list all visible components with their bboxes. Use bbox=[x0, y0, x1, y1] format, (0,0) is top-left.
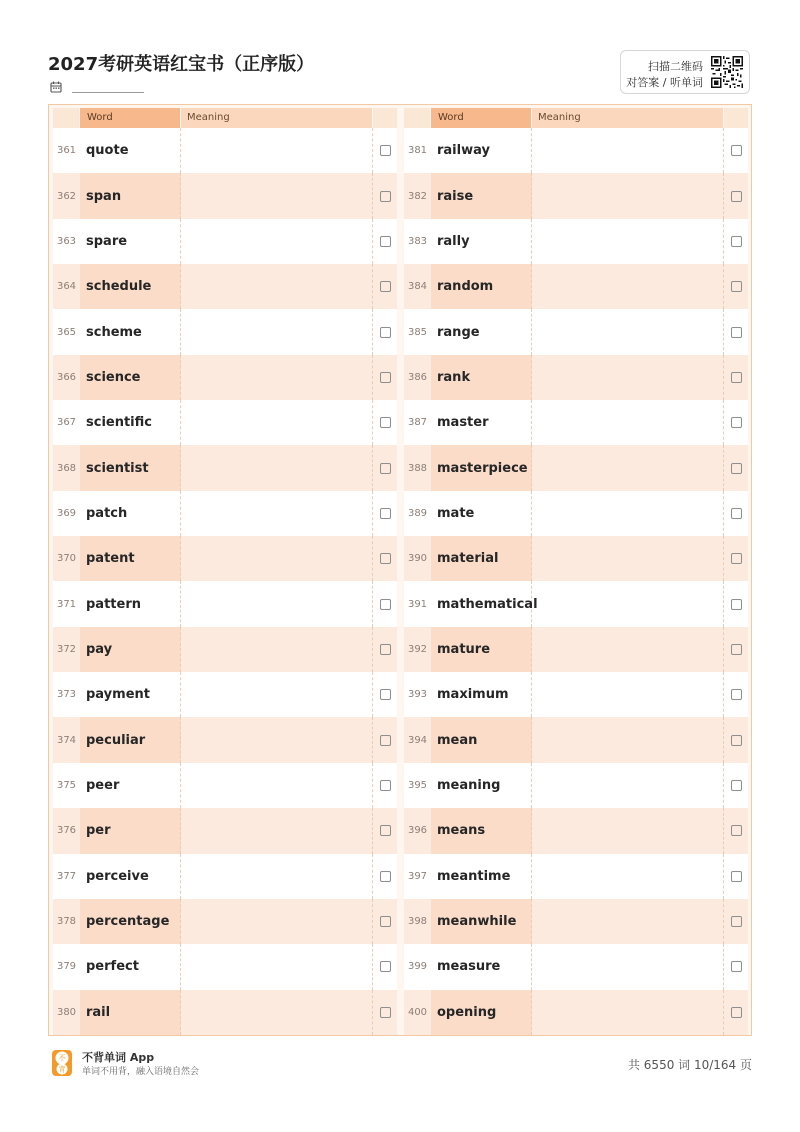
meaning-blank[interactable] bbox=[532, 445, 724, 490]
check-cell bbox=[724, 264, 748, 309]
word-text: rail bbox=[80, 990, 181, 1035]
qr-code-panel[interactable] bbox=[620, 50, 750, 94]
word-number: 366 bbox=[53, 355, 80, 400]
header-word: Word bbox=[80, 108, 180, 128]
word-checkbox[interactable] bbox=[731, 145, 742, 156]
meaning-blank[interactable] bbox=[532, 128, 724, 173]
meaning-blank[interactable] bbox=[532, 581, 724, 626]
table-row bbox=[404, 491, 748, 536]
word-checkbox[interactable] bbox=[731, 689, 742, 700]
word-checkbox[interactable] bbox=[380, 780, 391, 791]
meaning-blank[interactable] bbox=[181, 491, 373, 536]
table-row bbox=[53, 128, 397, 173]
word-text: meaning bbox=[431, 763, 532, 808]
table-row bbox=[404, 445, 748, 490]
word-text: range bbox=[431, 309, 532, 354]
word-checkbox[interactable] bbox=[380, 599, 391, 610]
calendar-icon bbox=[50, 81, 62, 93]
meaning-blank[interactable] bbox=[532, 854, 724, 899]
word-number: 387 bbox=[407, 417, 428, 429]
check-cell bbox=[724, 536, 748, 581]
word-text: percentage bbox=[80, 899, 181, 944]
word-checkbox[interactable] bbox=[731, 871, 742, 882]
word-text: material bbox=[431, 536, 532, 581]
word-number: 365 bbox=[56, 326, 77, 338]
word-text: schedule bbox=[80, 264, 181, 309]
check-cell bbox=[373, 581, 397, 626]
word-text: rally bbox=[431, 219, 532, 264]
meaning-blank[interactable] bbox=[532, 627, 724, 672]
word-checkbox[interactable] bbox=[731, 191, 742, 202]
word-number: 371 bbox=[56, 598, 77, 610]
meaning-blank[interactable] bbox=[532, 717, 724, 762]
word-checkbox[interactable] bbox=[380, 463, 391, 474]
word-checkbox[interactable] bbox=[380, 145, 391, 156]
word-checkbox[interactable] bbox=[380, 417, 391, 428]
table-row bbox=[53, 763, 397, 808]
check-cell bbox=[724, 581, 748, 626]
word-number: 388 bbox=[404, 445, 431, 490]
word-text: mean bbox=[431, 717, 532, 762]
table-row bbox=[404, 627, 748, 672]
word-number: 364 bbox=[53, 264, 80, 309]
header-number-cell bbox=[53, 108, 79, 128]
word-number: 393 bbox=[407, 689, 428, 701]
meaning-blank[interactable] bbox=[532, 990, 724, 1035]
word-checkbox[interactable] bbox=[731, 1007, 742, 1018]
word-text: measure bbox=[431, 944, 532, 989]
check-cell bbox=[373, 173, 397, 218]
word-checkbox[interactable] bbox=[380, 372, 391, 383]
meaning-blank[interactable] bbox=[181, 899, 373, 944]
table-row bbox=[53, 400, 397, 445]
word-number: 385 bbox=[407, 326, 428, 338]
word-text: meantime bbox=[431, 854, 532, 899]
word-checkbox[interactable] bbox=[380, 236, 391, 247]
check-cell bbox=[373, 309, 397, 354]
table-header bbox=[53, 108, 397, 128]
word-text: mathematical bbox=[431, 581, 532, 626]
meaning-blank[interactable] bbox=[181, 128, 373, 173]
word-text: per bbox=[80, 808, 181, 853]
word-number: 362 bbox=[53, 173, 80, 218]
header-check-cell bbox=[373, 108, 397, 128]
word-checkbox[interactable] bbox=[380, 508, 391, 519]
word-number: 394 bbox=[404, 717, 431, 762]
word-checkbox[interactable] bbox=[380, 644, 391, 655]
check-cell bbox=[373, 808, 397, 853]
word-table bbox=[48, 104, 752, 1036]
word-checkbox[interactable] bbox=[380, 689, 391, 700]
meaning-blank[interactable] bbox=[181, 944, 373, 989]
table-row bbox=[404, 672, 748, 717]
word-number: 375 bbox=[56, 779, 77, 791]
word-column-left bbox=[53, 108, 397, 1035]
word-text: maximum bbox=[431, 672, 532, 717]
meaning-blank[interactable] bbox=[181, 581, 373, 626]
meaning-blank[interactable] bbox=[532, 264, 724, 309]
meaning-blank[interactable] bbox=[532, 491, 724, 536]
meaning-blank[interactable] bbox=[181, 219, 373, 264]
word-checkbox[interactable] bbox=[380, 1007, 391, 1018]
table-row bbox=[53, 899, 397, 944]
table-header bbox=[404, 108, 748, 128]
word-text: scientific bbox=[80, 400, 181, 445]
meaning-blank[interactable] bbox=[181, 717, 373, 762]
check-cell bbox=[373, 536, 397, 581]
word-column-right bbox=[404, 108, 748, 1035]
table-row bbox=[404, 990, 748, 1035]
word-text: span bbox=[80, 173, 181, 218]
header-check-cell bbox=[724, 108, 748, 128]
meaning-blank[interactable] bbox=[532, 355, 724, 400]
word-number: 367 bbox=[56, 417, 77, 429]
check-cell bbox=[724, 219, 748, 264]
word-checkbox[interactable] bbox=[731, 236, 742, 247]
table-row bbox=[53, 491, 397, 536]
svg-text:背: 背 bbox=[58, 1065, 66, 1074]
table-row bbox=[404, 128, 748, 173]
meaning-blank[interactable] bbox=[181, 445, 373, 490]
meaning-blank[interactable] bbox=[532, 309, 724, 354]
word-number: 390 bbox=[404, 536, 431, 581]
meaning-blank[interactable] bbox=[181, 808, 373, 853]
qr-caption-scan: 扫描二维码 bbox=[648, 60, 703, 73]
table-row bbox=[53, 672, 397, 717]
table-row bbox=[53, 173, 397, 218]
word-text: rank bbox=[431, 355, 532, 400]
word-checkbox[interactable] bbox=[731, 553, 742, 564]
meaning-blank[interactable] bbox=[532, 219, 724, 264]
table-row bbox=[53, 990, 397, 1035]
check-cell bbox=[373, 264, 397, 309]
check-cell bbox=[724, 355, 748, 400]
table-row bbox=[404, 264, 748, 309]
word-text: science bbox=[80, 355, 181, 400]
word-text: opening bbox=[431, 990, 532, 1035]
word-text: mate bbox=[431, 491, 532, 536]
word-number: 383 bbox=[407, 235, 428, 247]
word-number: 372 bbox=[53, 627, 80, 672]
meaning-blank[interactable] bbox=[181, 173, 373, 218]
meaning-blank[interactable] bbox=[181, 536, 373, 581]
word-number: 374 bbox=[53, 717, 80, 762]
app-logo-icon bbox=[52, 1050, 72, 1076]
check-cell bbox=[373, 990, 397, 1035]
word-number: 395 bbox=[407, 779, 428, 791]
word-checkbox[interactable] bbox=[731, 599, 742, 610]
table-row bbox=[53, 445, 397, 490]
word-text: peculiar bbox=[80, 717, 181, 762]
check-cell bbox=[724, 944, 748, 989]
word-number: 386 bbox=[404, 355, 431, 400]
check-cell bbox=[724, 672, 748, 717]
meaning-blank[interactable] bbox=[181, 355, 373, 400]
word-number: 400 bbox=[404, 990, 431, 1035]
word-number: 373 bbox=[56, 689, 77, 701]
header-number-cell bbox=[404, 108, 430, 128]
check-cell bbox=[373, 627, 397, 672]
table-row bbox=[404, 763, 748, 808]
table-row bbox=[53, 627, 397, 672]
check-cell bbox=[724, 808, 748, 853]
meaning-blank[interactable] bbox=[532, 944, 724, 989]
word-number: 398 bbox=[404, 899, 431, 944]
check-cell bbox=[373, 491, 397, 536]
check-cell bbox=[373, 219, 397, 264]
word-checkbox[interactable] bbox=[731, 281, 742, 292]
word-number: 369 bbox=[56, 507, 77, 519]
check-cell bbox=[724, 400, 748, 445]
meaning-blank[interactable] bbox=[181, 264, 373, 309]
word-number: 379 bbox=[56, 961, 77, 973]
table-row bbox=[404, 400, 748, 445]
qr-caption-answers: 对答案 / 听单词 bbox=[626, 76, 703, 89]
meaning-blank[interactable] bbox=[181, 672, 373, 717]
check-cell bbox=[724, 128, 748, 173]
word-number: 377 bbox=[56, 870, 77, 882]
table-row bbox=[404, 808, 748, 853]
word-list-left bbox=[53, 128, 397, 1035]
word-number: 370 bbox=[53, 536, 80, 581]
word-checkbox[interactable] bbox=[380, 871, 391, 882]
table-row bbox=[53, 581, 397, 626]
word-checkbox[interactable] bbox=[380, 327, 391, 338]
meaning-blank[interactable] bbox=[181, 854, 373, 899]
check-cell bbox=[724, 309, 748, 354]
word-text: patent bbox=[80, 536, 181, 581]
meaning-blank[interactable] bbox=[532, 763, 724, 808]
word-text: peer bbox=[80, 763, 181, 808]
word-checkbox[interactable] bbox=[731, 463, 742, 474]
word-checkbox[interactable] bbox=[380, 191, 391, 202]
table-row bbox=[53, 309, 397, 354]
word-checkbox[interactable] bbox=[731, 508, 742, 519]
check-cell bbox=[724, 627, 748, 672]
word-checkbox[interactable] bbox=[380, 961, 391, 972]
word-number: 363 bbox=[56, 235, 77, 247]
word-number: 378 bbox=[53, 899, 80, 944]
word-text: payment bbox=[80, 672, 181, 717]
check-cell bbox=[724, 854, 748, 899]
word-checkbox[interactable] bbox=[731, 780, 742, 791]
word-text: raise bbox=[431, 173, 532, 218]
word-number: 384 bbox=[404, 264, 431, 309]
check-cell bbox=[724, 173, 748, 218]
word-text: mature bbox=[431, 627, 532, 672]
table-row bbox=[53, 854, 397, 899]
check-cell bbox=[373, 899, 397, 944]
word-checkbox[interactable] bbox=[731, 327, 742, 338]
word-checkbox[interactable] bbox=[380, 735, 391, 746]
word-text: random bbox=[431, 264, 532, 309]
check-cell bbox=[724, 445, 748, 490]
word-text: meanwhile bbox=[431, 899, 532, 944]
footer-app-name: 不背单词 App bbox=[82, 1051, 155, 1064]
table-row bbox=[404, 355, 748, 400]
word-number: 381 bbox=[407, 145, 428, 157]
check-cell bbox=[373, 400, 397, 445]
header-word: Word bbox=[431, 108, 531, 128]
word-number: 399 bbox=[407, 961, 428, 973]
word-number: 391 bbox=[407, 598, 428, 610]
table-row bbox=[404, 173, 748, 218]
check-cell bbox=[724, 491, 748, 536]
word-number: 380 bbox=[53, 990, 80, 1035]
word-checkbox[interactable] bbox=[731, 916, 742, 927]
check-cell bbox=[373, 763, 397, 808]
word-checkbox[interactable] bbox=[380, 281, 391, 292]
table-row bbox=[404, 581, 748, 626]
word-text: means bbox=[431, 808, 532, 853]
table-row bbox=[404, 536, 748, 581]
word-checkbox[interactable] bbox=[380, 916, 391, 927]
meaning-blank[interactable] bbox=[181, 309, 373, 354]
check-cell bbox=[724, 763, 748, 808]
word-number: 396 bbox=[404, 808, 431, 853]
check-cell bbox=[373, 944, 397, 989]
meaning-blank[interactable] bbox=[532, 672, 724, 717]
word-text: scheme bbox=[80, 309, 181, 354]
check-cell bbox=[373, 672, 397, 717]
meaning-blank[interactable] bbox=[532, 173, 724, 218]
qr-code-icon bbox=[711, 56, 743, 88]
header-meaning: Meaning bbox=[532, 108, 723, 128]
table-row bbox=[404, 717, 748, 762]
meaning-blank[interactable] bbox=[532, 536, 724, 581]
meaning-blank[interactable] bbox=[532, 808, 724, 853]
check-cell bbox=[724, 717, 748, 762]
table-row bbox=[53, 944, 397, 989]
meaning-blank[interactable] bbox=[532, 400, 724, 445]
table-row bbox=[53, 717, 397, 762]
word-text: pay bbox=[80, 627, 181, 672]
word-text: perceive bbox=[80, 854, 181, 899]
table-row bbox=[53, 808, 397, 853]
table-row bbox=[404, 899, 748, 944]
word-number: 397 bbox=[407, 870, 428, 882]
word-number: 392 bbox=[404, 627, 431, 672]
page-info: 共 6550 词 10/164 页 bbox=[627, 1058, 752, 1072]
check-cell bbox=[724, 990, 748, 1035]
word-text: quote bbox=[80, 128, 181, 173]
word-text: patch bbox=[80, 491, 181, 536]
word-checkbox[interactable] bbox=[731, 961, 742, 972]
word-text: master bbox=[431, 400, 532, 445]
word-number: 368 bbox=[53, 445, 80, 490]
meaning-blank[interactable] bbox=[181, 400, 373, 445]
word-list-right bbox=[404, 128, 748, 1035]
check-cell bbox=[373, 128, 397, 173]
table-row bbox=[404, 219, 748, 264]
page-title: 2027考研英语红宝书（正序版） bbox=[48, 54, 315, 75]
check-cell bbox=[373, 854, 397, 899]
word-checkbox[interactable] bbox=[380, 825, 391, 836]
table-row bbox=[404, 854, 748, 899]
table-row bbox=[404, 309, 748, 354]
check-cell bbox=[373, 717, 397, 762]
word-number: 382 bbox=[404, 173, 431, 218]
word-checkbox[interactable] bbox=[380, 553, 391, 564]
word-text: scientist bbox=[80, 445, 181, 490]
meaning-blank[interactable] bbox=[181, 763, 373, 808]
check-cell bbox=[373, 355, 397, 400]
word-checkbox[interactable] bbox=[731, 644, 742, 655]
table-row bbox=[53, 219, 397, 264]
meaning-blank[interactable] bbox=[181, 627, 373, 672]
word-text: spare bbox=[80, 219, 181, 264]
footer-slogan: 单词不用背，融入语境自然会 bbox=[82, 1067, 200, 1077]
word-text: masterpiece bbox=[431, 445, 532, 490]
table-row bbox=[53, 355, 397, 400]
word-number: 376 bbox=[53, 808, 80, 853]
word-checkbox[interactable] bbox=[731, 417, 742, 428]
word-checkbox[interactable] bbox=[731, 825, 742, 836]
meaning-blank[interactable] bbox=[181, 990, 373, 1035]
word-number: 389 bbox=[407, 507, 428, 519]
check-cell bbox=[373, 445, 397, 490]
header-meaning: Meaning bbox=[181, 108, 372, 128]
date-input-line[interactable] bbox=[72, 92, 144, 93]
table-row bbox=[404, 944, 748, 989]
table-row bbox=[53, 536, 397, 581]
word-text: pattern bbox=[80, 581, 181, 626]
word-text: railway bbox=[431, 128, 532, 173]
table-row bbox=[53, 264, 397, 309]
meaning-blank[interactable] bbox=[532, 899, 724, 944]
word-checkbox[interactable] bbox=[731, 735, 742, 746]
word-text: perfect bbox=[80, 944, 181, 989]
word-number: 361 bbox=[56, 145, 77, 157]
word-checkbox[interactable] bbox=[731, 372, 742, 383]
svg-text:不: 不 bbox=[58, 1053, 66, 1063]
check-cell bbox=[724, 899, 748, 944]
